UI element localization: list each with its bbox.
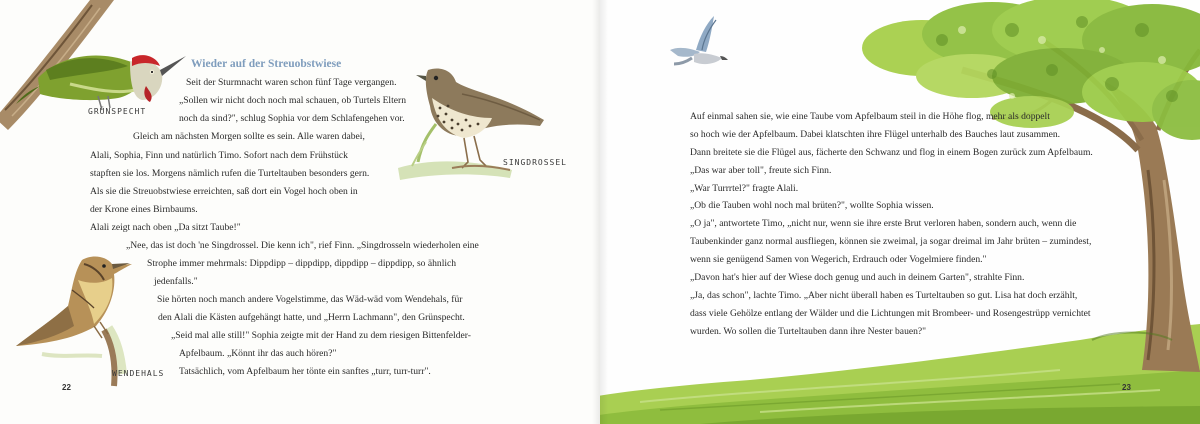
woodpecker-icon [0, 0, 190, 140]
right-page [600, 0, 1200, 424]
body-line: Auf einmal sahen sie, wie eine Taube vom Apfelbaum steil in die Höhe flog, mehr als doppelt [690, 111, 1050, 122]
woodpecker-caption: GRÜNSPECHT [88, 107, 147, 116]
body-line: stapften sie los. Morgens nämlich rufen die Turteltauben besonders gern. [90, 168, 370, 179]
body-line: so hoch wie der Apfelbaum. Dabei klatschten ihre Flügel unterhalb des Bauches laut zusammen. [690, 129, 1061, 140]
body-line: Alali, Sophia, Finn und natürlich Timo. Sofort nach dem Frühstück [90, 150, 348, 161]
body-line: Dann breitete sie die Flügel aus, fächerte den Schwanz und flog in einem Bogen zurück zum Apfelbaum. [690, 147, 1093, 158]
apple-tree-icon [812, 0, 1200, 380]
body-line: „Seid mal alle still!" Sophia zeigte mit der Hand zu dem riesigen Bittenfelder- [171, 330, 471, 341]
body-line: Seit der Sturmnacht waren schon fünf Tage vergangen. [186, 77, 397, 88]
body-line: „O ja", antwortete Timo, „nicht nur, wenn sie ihre erste Brut verloren haben, sondern auch, wenn die [690, 218, 1077, 229]
wryneck-caption: WENDEHALS [112, 369, 165, 378]
body-line: Alali zeigt nach oben „Da sitzt Taube!" [90, 222, 241, 233]
body-line: noch da sind?", schlug Sophia vor dem Schlafengehen vor. [179, 113, 405, 124]
body-line: „Davon hat's hier auf der Wiese doch genug und auch in deinem Garten", strahlte Finn. [690, 272, 1025, 283]
page-number-right: 23 [1122, 383, 1131, 392]
body-line: Strophe immer mehrmals: Dippdipp – dippdipp, dippdipp – dippdipp, so ähnlich [147, 258, 457, 269]
body-line: Sie hörten noch manch andere Vogelstimme, das Wäd-wäd vom Wendehals, für [157, 294, 463, 305]
book-gutter [592, 0, 608, 424]
body-line: „Das war aber toll", freute sich Finn. [690, 165, 832, 176]
body-line: „Sollen wir nicht doch noch mal schauen, ob Turtels Eltern [179, 95, 407, 106]
woodpecker-illustration [0, 0, 190, 140]
body-line: „War Turrrtel?" fragte Alali. [690, 183, 799, 194]
song-thrush-caption: SINGDROSSEL [503, 158, 567, 167]
body-line: Als sie die Streuobstwiese erreichten, saß dort ein Vogel hoch oben in [90, 186, 358, 197]
body-line: der Krone eines Birnbaums. [90, 204, 198, 215]
body-line: Gleich am nächsten Morgen sollte es sein. Alle waren dabei, [133, 131, 365, 142]
body-line: wenn sie genügend Samen von Wegerich, Erdrauch oder Vogelmiere finden." [690, 254, 987, 265]
flying-dove-icon [666, 10, 730, 74]
body-line: Taubenkinder ganz normal ausfliegen, können sie zweimal, ja sogar dreimal im Jahr brüten – zumindest, [690, 236, 1092, 247]
body-line: „Ja, das schon", lachte Timo. „Aber nicht überall haben es Turteltauben so gut. Lisa hat doch erzählt, [690, 290, 1078, 301]
body-line: wurden. Wo sollen die Turteltauben dann ihre Nester bauen?" [690, 326, 927, 337]
body-line: den Alali die Kästen aufgehängt hatte, und „Herrn Lachmann", den Grünspecht. [158, 312, 465, 323]
body-line: Apfelbaum. „Könnt ihr das auch hören?" [179, 348, 337, 359]
song-thrush-illustration [392, 62, 578, 186]
body-line: jedenfalls." [154, 276, 198, 287]
chapter-heading: Wieder auf der Streuobstwiese [191, 58, 342, 70]
body-line: dass viele Gehölze entlang der Wälder und die Lichtungen mit Brombeer- und Rosengestrüpp vernichtet [690, 308, 1091, 319]
page-number-left: 22 [62, 383, 71, 392]
body-line: „Nee, das ist doch 'ne Singdrossel. Die kenn ich", rief Finn. „Singdrosseln wiederholen eine [126, 240, 479, 251]
body-line: „Ob die Tauben wohl noch mal brüten?", wollte Sophia wissen. [690, 200, 934, 211]
body-line: Tatsächlich, vom Apfelbaum her tönte ein sanftes „turr, turr-turr". [179, 366, 431, 377]
apple-tree-illustration [812, 0, 1200, 380]
flying-dove-illustration [666, 10, 730, 74]
song-thrush-icon [392, 62, 578, 186]
